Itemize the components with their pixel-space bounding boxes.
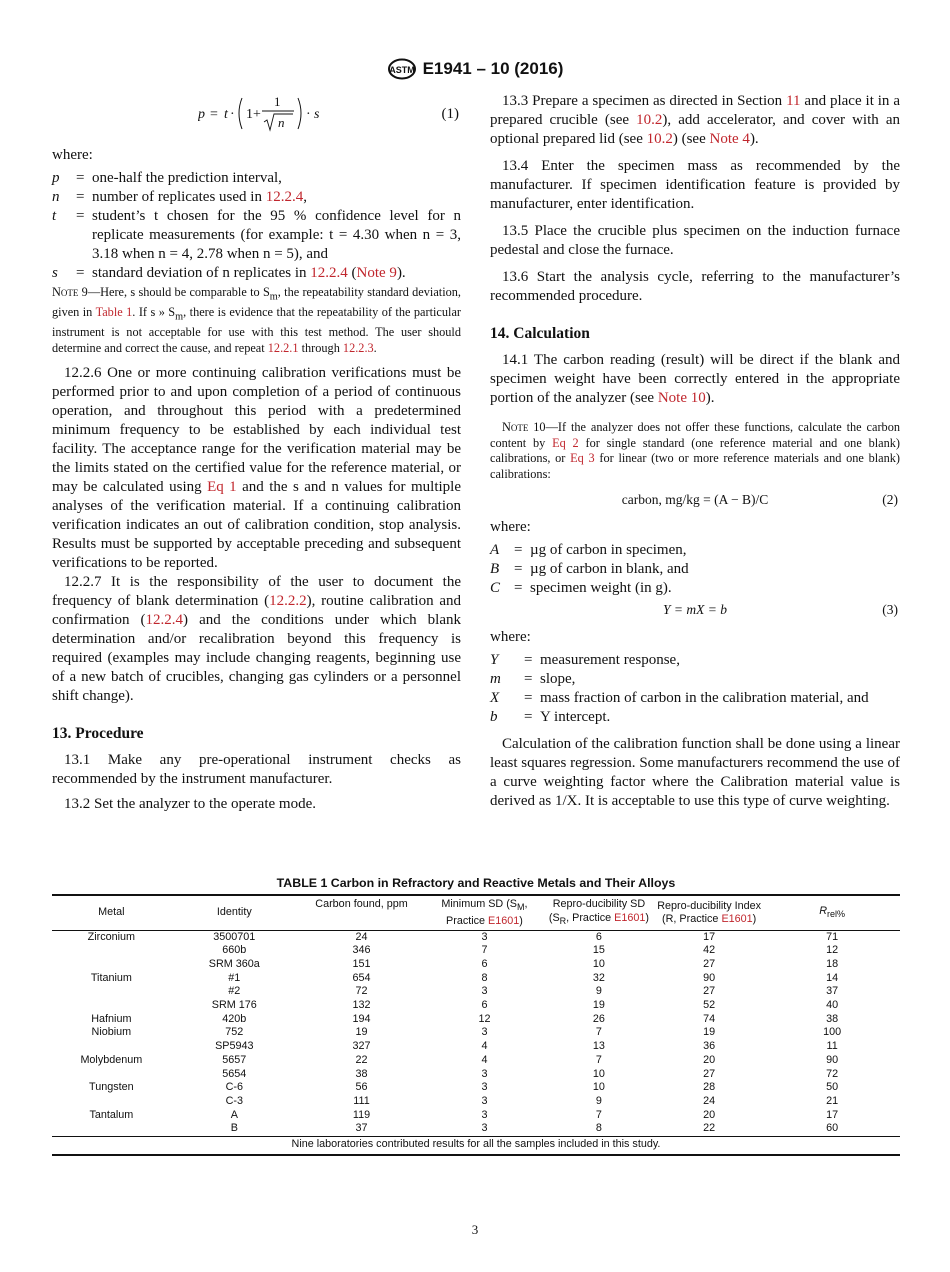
table-cell: 74 xyxy=(703,1012,716,1025)
table-cell: SP5943 xyxy=(215,1040,254,1053)
paragraph-13-2: 13.2 Set the analyzer to the operate mode. xyxy=(64,796,316,813)
paragraph-13-5: 13.5 Place the crucible plus specimen on the induction furnace pedestal and close the furnace. xyxy=(490,223,900,258)
table-cell: 420b xyxy=(222,1012,247,1025)
table-cell: 194 xyxy=(352,1012,371,1025)
equation-link[interactable]: Eq 1 xyxy=(207,479,237,496)
svg-text:1+: 1+ xyxy=(246,107,261,122)
table-cell: #2 xyxy=(228,985,241,998)
section-link[interactable]: 10.2 xyxy=(646,131,673,147)
practice-link[interactable]: E1601 xyxy=(721,913,753,926)
table-cell: 7 xyxy=(595,1108,602,1121)
table-cell: 654 xyxy=(352,971,371,984)
paragraph-13-6: 13.6 Start the analysis cycle, referring to the manufacturer’s recommended procedure. xyxy=(490,269,900,304)
table-cell: 22 xyxy=(355,1053,368,1066)
table-cell: 4 xyxy=(481,1040,488,1053)
table-cell: 752 xyxy=(225,1026,244,1039)
table-cell: 100 xyxy=(823,1026,842,1039)
definition-row: n = number of replicates used in 12.2.4, xyxy=(52,189,307,205)
table-cell: 19 xyxy=(355,1026,368,1039)
table-header-row xyxy=(52,895,900,930)
section-link[interactable]: 11 xyxy=(786,93,801,109)
practice-link[interactable]: E1601 xyxy=(488,914,520,927)
table-cell xyxy=(52,1040,171,1054)
section-link[interactable]: 12.2.4 xyxy=(265,189,304,205)
header-metal: Metal xyxy=(98,906,125,919)
table-row xyxy=(52,1013,900,1027)
table-cell: 17 xyxy=(703,930,716,943)
table-cell: 52 xyxy=(703,999,716,1012)
header-minimum-sd: Minimum SD ($S_M$, Practice E1601) xyxy=(441,898,528,927)
table-row xyxy=(52,1040,900,1054)
page-number: 3 xyxy=(471,1222,479,1237)
practice-link[interactable]: E1601 xyxy=(614,911,646,924)
section-link[interactable]: 10.2 xyxy=(636,112,663,128)
table-cell: 38 xyxy=(355,1067,368,1080)
table-cell: C-3 xyxy=(225,1095,244,1107)
where-label: where: xyxy=(52,147,93,163)
note-link[interactable]: Note 4 xyxy=(709,131,750,147)
table-cell: 32 xyxy=(592,971,605,984)
document-designation: E1941 – 10 (2016) xyxy=(422,59,564,78)
header-reproducibility-sd: Repro-ducibility SD ($S_R$, Practice E1601) xyxy=(548,898,649,926)
table-cell: 15 xyxy=(592,944,605,957)
table-cell: Hafnium xyxy=(91,1012,132,1025)
table-cell: 7 xyxy=(595,1053,602,1066)
table-cell: 660b xyxy=(222,944,247,957)
table-cell: 3 xyxy=(481,1095,488,1107)
table-cell: B xyxy=(230,1122,238,1135)
equation-1-definitions xyxy=(52,169,461,283)
table-row xyxy=(52,944,900,958)
table-cell: 37 xyxy=(826,985,839,998)
section-link[interactable]: 12.2.4 xyxy=(145,612,184,629)
header-reproducibility-index: Repro-ducibility Index (R, Practice E1601) xyxy=(657,899,762,926)
table-cell: 71 xyxy=(826,930,839,943)
definition-row: B = µg of carbon in blank, and xyxy=(490,561,689,578)
table-cell: 24 xyxy=(355,930,368,943)
table-cell: 36 xyxy=(703,1040,716,1053)
table-cell: 72 xyxy=(826,1067,839,1080)
table-cell xyxy=(52,944,171,958)
table-cell: 10 xyxy=(592,1081,605,1094)
equation-1 xyxy=(52,92,461,134)
svg-text:t: t xyxy=(224,107,228,122)
where-label: where: xyxy=(490,629,531,646)
table-cell xyxy=(52,985,171,999)
table-cell: SRM 360a xyxy=(208,957,260,970)
table-cell: 50 xyxy=(826,1081,839,1094)
table-cell: 151 xyxy=(352,957,371,970)
table-cell: Molybdenum xyxy=(80,1053,143,1066)
table-cell: 111 xyxy=(353,1095,370,1107)
table-row xyxy=(52,1081,900,1095)
section-heading-calculation: 14. Calculation xyxy=(490,325,590,342)
table-cell: 6 xyxy=(481,999,488,1012)
equation-2-definitions xyxy=(490,541,900,598)
table-1 xyxy=(52,876,900,1156)
definition-row: t = student’s t chosen for the 95 % confidence level for n replicate measurements (for example: t = 4.30 when n = 3, 3.18 when n = 4, 2.78 when n = 5), and xyxy=(52,208,461,262)
table-cell: 3500701 xyxy=(213,930,256,943)
table-cell: Titanium xyxy=(90,971,132,984)
table-cell: Niobium xyxy=(91,1026,132,1039)
svg-text:ASTM: ASTM xyxy=(388,65,415,75)
table-cell: 7 xyxy=(595,1026,602,1039)
table-cell: A xyxy=(230,1108,238,1121)
table-cell: 13 xyxy=(592,1040,605,1053)
table-row xyxy=(52,1054,900,1068)
svg-text:s: s xyxy=(314,107,320,122)
table-cell: 20 xyxy=(703,1108,716,1121)
definition-row: A = µg of carbon in specimen, xyxy=(490,542,687,559)
table-cell: 3 xyxy=(481,985,488,998)
table-cell xyxy=(52,1068,171,1082)
table-cell: 5657 xyxy=(222,1053,247,1066)
section-link[interactable]: 12.2.1 xyxy=(267,340,299,355)
svg-text:·: · xyxy=(230,107,235,122)
where-label: where: xyxy=(490,519,531,536)
table-cell: 11 xyxy=(826,1040,838,1053)
svg-text:·: · xyxy=(306,107,311,122)
table-cell: 19 xyxy=(703,1026,716,1039)
table-cell: 8 xyxy=(595,1122,602,1135)
note-10: Note 10—If the analyzer does not offer these functions, calculate the carbon content by Eq 2 for single standard (one reference material and one blank) calibrations, or Eq 3 for linear (two or more reference materials and one blank) calibrations: xyxy=(490,420,901,481)
table-cell: 14 xyxy=(826,971,839,984)
table-cell xyxy=(52,958,171,972)
table-cell: Zirconium xyxy=(87,930,136,943)
table-cell: 17 xyxy=(826,1108,839,1121)
table-cell: 132 xyxy=(352,999,371,1012)
table-row xyxy=(52,972,900,986)
definition-row: m = slope, xyxy=(490,671,576,688)
paragraph-calibration-function: Calculation of the calibration function shall be done using a linear least squares regression. Some manufacturers recommend the use of a curve weighting factor where the Calibration material value is derived as 1/X. It is acceptable to use this type of curve weighting. xyxy=(490,736,900,810)
paragraph-13-4: 13.4 Enter the specimen mass as recommended by the manufacturer. If specimen identification feature is provided by manufacturer, enter identification. xyxy=(490,158,900,212)
table-cell: 327 xyxy=(352,1040,371,1053)
table-cell: 72 xyxy=(355,985,368,998)
table-cell: 12 xyxy=(826,944,839,957)
table-cell xyxy=(52,999,171,1013)
definition-row: C = specimen weight (in g). xyxy=(490,580,672,597)
table-cell: 9 xyxy=(595,985,602,998)
paragraph-13-1: 13.1 Make any pre-operational instrument checks as recommended by the instrument manufacturer. xyxy=(52,752,461,788)
table-cell: 27 xyxy=(703,957,716,970)
table-cell: 3 xyxy=(481,1026,488,1039)
table-row xyxy=(52,985,900,999)
table-cell: 90 xyxy=(826,1053,839,1066)
equation-link[interactable]: Eq 3 xyxy=(570,451,595,466)
table-cell: 27 xyxy=(703,1067,716,1080)
table-cell: 3 xyxy=(481,930,488,943)
table-cell: 90 xyxy=(703,971,716,984)
definition-row: X = mass fraction of carbon in the calibration material, and xyxy=(490,690,869,707)
table-cell: 10 xyxy=(592,1067,605,1080)
table-cell: 7 xyxy=(481,944,488,957)
paragraph-12-2-6: 12.2.6 One or more continuing calibration verifications must be performed prior to and upon completion of a period of continuous operation, and throughout this period with a predetermined minimum frequency to be established by each individual test facility. The acceptance range for the verification material may be the limits stated on the certified value for the reference material, or may be calculated using Eq 1 and the s and n values for multiple analyses of the verification material. If a continuing calibration verification indicates an out of calibration condition, stop analysis. Results must be supported by acceptable preceding and subsequent verifications to be reported. xyxy=(52,365,461,572)
equation-link[interactable]: Eq 2 xyxy=(552,435,579,450)
table-row xyxy=(52,999,900,1013)
table-body xyxy=(52,930,900,1137)
table-cell: Tantalum xyxy=(89,1108,134,1121)
table-cell: 12 xyxy=(478,1012,491,1025)
table-cell: 6 xyxy=(481,957,488,970)
table-cell: 22 xyxy=(703,1122,716,1135)
table-cell: 38 xyxy=(826,1012,839,1025)
table-row xyxy=(52,1095,900,1109)
table-cell xyxy=(52,1122,171,1136)
table-cell: 3 xyxy=(481,1108,488,1121)
section-link[interactable]: 12.2.2 xyxy=(269,593,307,610)
table-cell: 3 xyxy=(481,1122,488,1135)
equation-3-definitions xyxy=(490,651,900,727)
equation-1-formula xyxy=(198,92,328,134)
svg-text:n: n xyxy=(278,115,285,130)
equation-2: carbon, mg/kg = (A − B)/C (2) xyxy=(621,492,898,508)
table-row xyxy=(52,1122,900,1136)
table-cell: 56 xyxy=(355,1081,368,1094)
table-cell: 18 xyxy=(826,957,839,970)
definition-row: Y = measurement response, xyxy=(490,652,680,669)
table-cell: 8 xyxy=(481,971,488,984)
definition-row: b = Y intercept. xyxy=(490,709,611,726)
table-row xyxy=(52,958,900,972)
header-rrel: $R_{rel\%}$ xyxy=(819,904,846,919)
table-cell: 40 xyxy=(826,999,839,1012)
table-cell: 19 xyxy=(592,999,605,1012)
header-identity: Identity xyxy=(216,906,252,919)
table-row xyxy=(52,1068,900,1082)
svg-text:1: 1 xyxy=(274,94,281,109)
table-cell: #1 xyxy=(228,971,241,984)
table-cell: 346 xyxy=(352,944,371,957)
table-link[interactable]: Table 1 xyxy=(95,305,133,320)
table-cell: 6 xyxy=(595,930,602,943)
equation-3: Y = mX = b (3) xyxy=(663,602,898,618)
table-row xyxy=(52,930,900,944)
table-cell: 21 xyxy=(826,1095,839,1107)
table-cell: 5654 xyxy=(222,1067,247,1080)
table-cell: C-6 xyxy=(225,1081,244,1094)
table-cell: 42 xyxy=(703,944,716,957)
table-cell: 4 xyxy=(481,1053,488,1066)
table-cell: 20 xyxy=(703,1053,716,1066)
table-footnote-row xyxy=(52,1137,900,1155)
table-row xyxy=(52,1026,900,1040)
page-header xyxy=(0,58,950,80)
section-heading-procedure: 13. Procedure xyxy=(52,725,144,743)
right-column xyxy=(490,92,900,811)
table-footnote: Nine laboratories contributed results for all the samples included in this study. xyxy=(52,1137,900,1155)
left-column xyxy=(52,92,461,814)
table-cell xyxy=(52,1095,171,1109)
table-caption: TABLE 1 Carbon in Refractory and Reactive Metals and Their Alloys xyxy=(276,876,676,890)
header-carbon: Carbon found, ppm xyxy=(315,898,408,910)
table-cell: 3 xyxy=(481,1067,488,1080)
table-cell: 9 xyxy=(595,1095,602,1107)
section-link[interactable]: 12.2.3 xyxy=(342,340,374,355)
table-cell: 119 xyxy=(352,1108,371,1121)
equation-1-number: (1) xyxy=(441,106,459,122)
paragraph-13-3: 13.3 Prepare a specimen as directed in Section 11 and place it in a prepared crucible (see 10.2), add accelerator, and cover with an optional prepared lid (see 10.2) (see Note 4). xyxy=(490,93,900,147)
svg-text:p: p xyxy=(198,107,205,122)
note-9: Note 9—Here, s should be comparable to $S_m$, the repeatability standard deviation, given in Table 1. If s » $S_m$, there is evidence that the repeatability of the particular instrument is not acceptable for use with this test method. The user should determine and correct the cause, and repeat 12.2.1 through 12.2.3. xyxy=(52,285,461,355)
table-cell: 24 xyxy=(703,1095,716,1107)
table-cell: 37 xyxy=(355,1122,368,1135)
table-row xyxy=(52,1109,900,1123)
table-cell: Tungsten xyxy=(89,1081,134,1094)
table-cell: 3 xyxy=(481,1081,488,1094)
paragraph-14-1: 14.1 The carbon reading (result) will be direct if the blank and specimen weight have been correctly entered in the appropriate portion of the analyzer (see Note 10). xyxy=(490,352,900,406)
table-cell: 27 xyxy=(703,985,716,998)
definition-row: p = one-half the prediction interval, xyxy=(52,170,282,186)
definition-row: s = standard deviation of n replicates in 12.2.4 (Note 9). xyxy=(52,265,406,281)
table-cell: 60 xyxy=(826,1122,839,1135)
svg-text:=: = xyxy=(210,107,218,122)
carbon-table xyxy=(52,894,900,1156)
table-cell: 26 xyxy=(592,1012,605,1025)
table-cell: 28 xyxy=(703,1081,716,1094)
astm-logo-icon xyxy=(387,58,417,80)
table-cell: 10 xyxy=(592,957,605,970)
note-link[interactable]: Note 10 xyxy=(657,390,706,406)
note-link[interactable]: Note 9 xyxy=(356,265,397,281)
section-link[interactable]: 12.2.4 xyxy=(310,265,348,281)
table-cell: SRM 176 xyxy=(211,999,257,1012)
paragraph-12-2-7: 12.2.7 It is the responsibility of the user to document the frequency of blank determination (12.2.2), routine calibration and confirmation (12.2.4) and the conditions under which blank determination and/or recalibration beyond this frequency is required (examples may include changing reagents, beginning use of a new batch of crucibles, changing gas cylinders or a personnel shift change). xyxy=(52,574,461,705)
